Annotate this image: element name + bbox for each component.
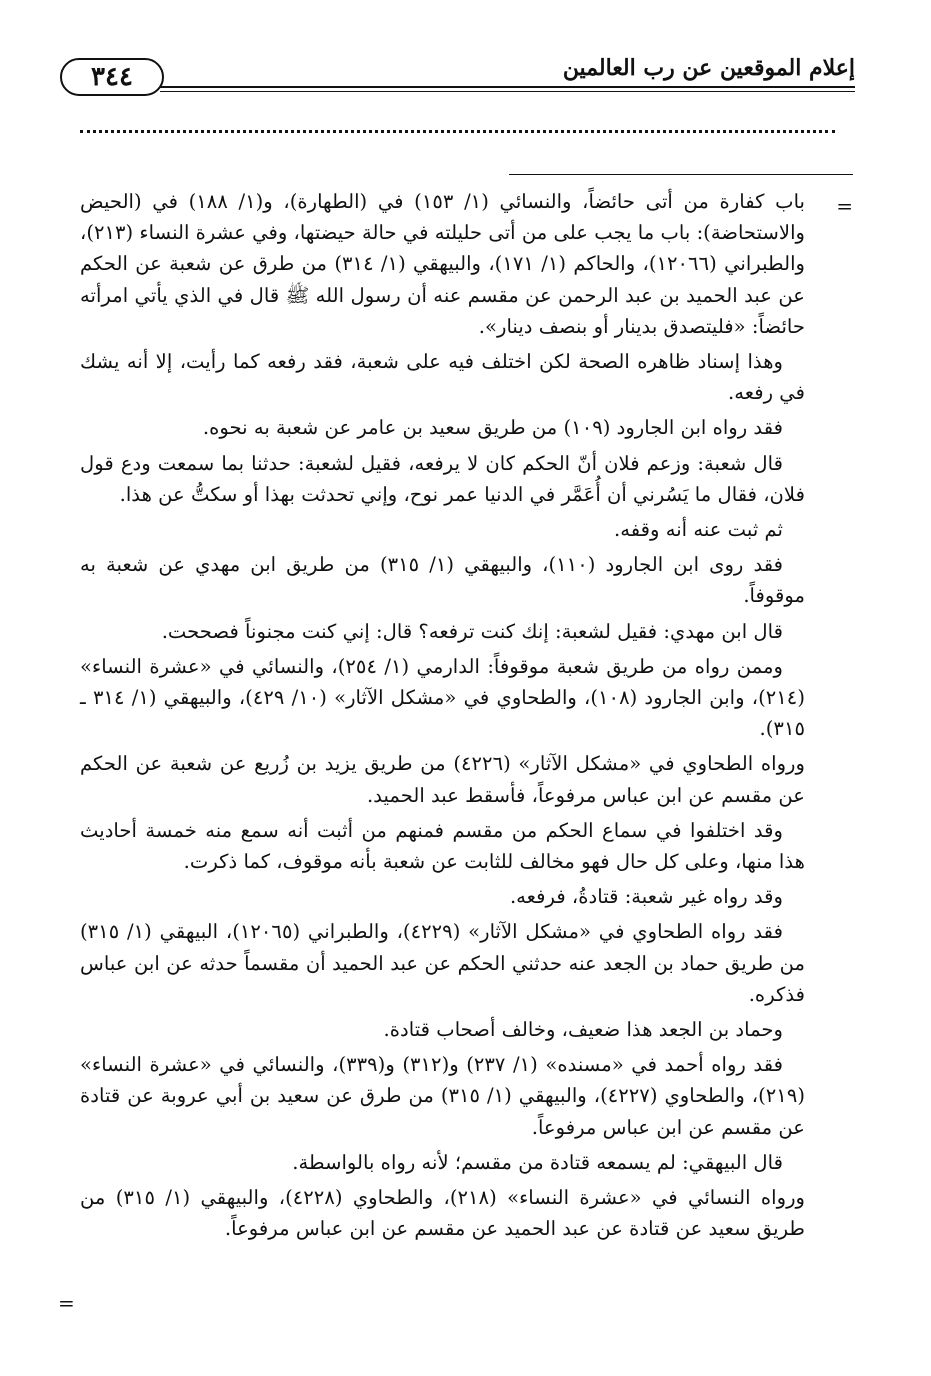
book-title: إعلام الموقعين عن رب العالمين [562,55,855,81]
header-rule-thin [160,91,855,92]
dotted-separator [80,130,835,133]
paragraph: ورواه النسائي في «عشرة النساء» (٢١٨)، والطحاوي (٤٢٢٨)، والبيهقي (١/ ٣١٥) من طريق سعيد عن قتادة عن عبد الحميد عن مقسم عن ابن عباس مرفوعاً. [80,1186,805,1241]
paragraph: قال البيهقي: لم يسمعه قتادة من مقسم؛ لأنه رواه بالواسطة. [292,1150,783,1174]
footnote-body [80,186,805,1249]
header-rule [160,86,855,88]
paragraph: ثم ثبت عنه أنه وقفه. [614,518,783,542]
paragraph: قال شعبة: وزعم فلان أنّ الحكم كان لا يرفعه، فقيل لشعبة: حدثنا بما سمعت ودع قول فلان، فقال ما يَسُرني أن أُعَمَّر في الدنيا عمر نوح، وإني تحدثت بهذا أو سكتُّ عن هذا. [80,451,805,506]
paragraph: وقد اختلفوا في سماع الحكم من مقسم فمنهم من أثبت أنه سمع منه خمسة أحاديث هذا منها، وعلى كل حال فهو مخالف للثابت عن شعبة بأنه موقوف، كما ذكرت. [80,818,805,874]
paragraph: فقد رواه أحمد في «مسنده» (١/ ٢٣٧) و(٣١٢) و(٣٣٩)، والنسائي في «عشرة النساء» (٢١٩)، والطحاوي (٤٢٢٧)، والبيهقي (١/ ٣١٥) من طرق عن سعيد بن أبي عروبة عن قتادة عن مقسم عن ابن عباس مرفوعاً. [80,1053,805,1139]
continuation-mark-top: = [836,194,853,218]
paragraph: وقد رواه غير شعبة: قتادةُ، فرفعه. [509,885,783,909]
paragraph: وحماد بن الجعد هذا ضعيف، وخالف أصحاب قتادة. [383,1018,783,1042]
page-header [80,50,855,102]
paragraph: قال ابن مهدي: فقيل لشعبة: إنك كنت ترفعه؟ قال: إني كنت مجنوناً فصححت. [161,619,783,643]
paragraph: فقد روى ابن الجارود (١١٠)، والبيهقي (١/ ٣١٥) من طريق ابن مهدي عن شعبة به موقوفاً. [80,553,805,608]
paragraph: وممن رواه من طريق شعبة موقوفاً: الدارمي (١/ ٢٥٤)، والنسائي في «عشرة النساء» (٢١٤)، وابن الجارود (١٠٨)، والطحاوي في «مشكل الآثار» (١٠/ ٤٢٩)، والبيهقي (١/ ٣١٤ ـ ٣١٥). [80,654,805,741]
footnote-rule [509,174,853,175]
paragraph: فقد رواه ابن الجارود (١٠٩) من طريق سعيد بن عامر عن شعبة به نحوه. [202,416,783,440]
paragraph: فقد رواه الطحاوي في «مشكل الآثار» (٤٢٢٩)، والطبراني (١٢٠٦٥)، البيهقي (١/ ٣١٥) من طريق حماد بن الجعد عنه حدثني الحكم عن عبد الحميد أن مقسماً حدثه عن ابن عباس فذكره. [80,920,805,1006]
paragraph: باب كفارة من أتى حائضاً، والنسائي (١/ ١٥٣) في (الطهارة)، و(١/ ١٨٨) في (الحيض والاستحاضة): باب ما يجب على من أتى حليلته في حالة حيضتها، وفي عشرة النساء (٢١٣)، والطبراني (١٢٠٦٦)، والحاكم (١/ ١٧١)، والبيهقي (١/ ٣١٤) من طرق عن شعبة عن الحكم عن عبد الحميد بن عبد الرحمن عن مقسم عنه أن رسول الله ﷺ قال في الذي يأتي امرأته حائضاً: «فليتصدق بدينار أو بنصف دينار». [80,190,805,338]
page-number: ٣٤٤ [60,58,164,96]
paragraph: وهذا إسناد ظاهره الصحة لكن اختلف فيه على شعبة، فقد رفعه كما رأيت، إلا أنه يشك في رفعه. [80,350,805,405]
paragraph: ورواه الطحاوي في «مشكل الآثار» (٤٢٢٦) من طريق يزيد بن زُريع عن شعبة عن الحكم عن مقسم عن ابن عباس مرفوعاً، فأسقط عبد الحميد. [80,752,805,807]
continuation-mark-bottom: = [58,1291,75,1315]
